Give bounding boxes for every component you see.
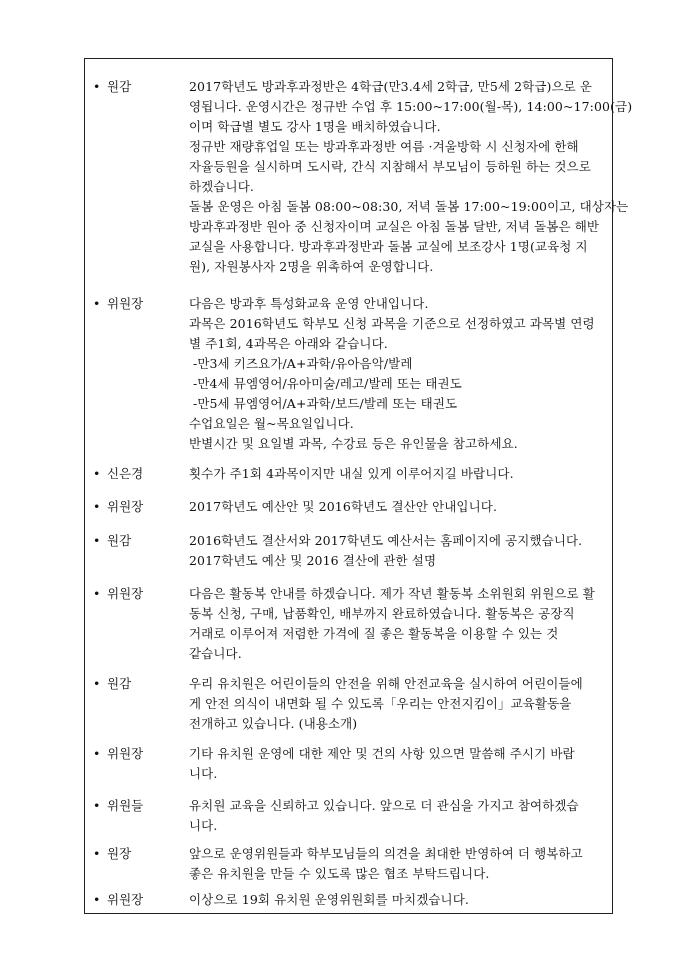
text-line: 과목은 2016학년도 학부모 신청 과목을 기준으로 선정하였고 과목별 연령 bbox=[189, 316, 595, 331]
speaker-label: • 위원장 bbox=[93, 892, 144, 907]
text-line: 2016학년도 결산서와 2017학년도 예산서는 홈페이지에 공지했습니다. bbox=[189, 533, 583, 548]
entry-text bbox=[189, 464, 598, 484]
text-line: 2017학년도 예산안 및 2016학년도 결산안 안내입니다. bbox=[189, 499, 498, 514]
speaker-label: • 위원장 bbox=[93, 499, 144, 514]
entry-text bbox=[189, 796, 598, 836]
text-line: 다음은 활동복 안내를 하겠습니다. 제가 작년 활동복 소위원회 위원으로 활 bbox=[189, 586, 595, 601]
entry-text bbox=[189, 294, 598, 454]
text-line: 반별시간 및 요일별 과목, 수강료 등은 유인물을 참고하세요. bbox=[189, 436, 518, 451]
text-line: 같습니다. bbox=[189, 646, 242, 661]
speaker-label: • 원감 bbox=[93, 676, 132, 691]
text-line: 니다. bbox=[189, 766, 218, 781]
text-line: 전개하고 있습니다. (내용소개) bbox=[189, 716, 358, 731]
text-line: 돌봄 운영은 아침 돌봄 08:00~08:30, 저녁 돌봄 17:00~19:00이고, 대상자는 bbox=[189, 199, 629, 214]
text-line: -만3세 키즈요가/A+과학/유아음악/발레 bbox=[193, 356, 413, 371]
text-line: 앞으로 운영위원들과 학부모님들의 의견을 최대한 반영하여 더 행복하고 bbox=[189, 846, 583, 861]
entry-text bbox=[189, 890, 598, 910]
text-line: 게 안전 의식이 내면화 될 수 있도록「우리는 안전지킴이」교육활동을 bbox=[189, 696, 572, 711]
entry-text bbox=[189, 584, 598, 664]
text-line: 좋은 유치원을 만들 수 있도록 많은 협조 부탁드립니다. bbox=[189, 866, 490, 881]
entry-text bbox=[189, 497, 598, 517]
text-line: 방과후과정반 원아 중 신청자이며 교실은 아침 돌봄 달반, 저녁 돌봄은 해반 bbox=[189, 219, 600, 234]
speaker-label: • 신은경 bbox=[93, 466, 144, 481]
text-line: 영됩니다. 운영시간은 정규반 수업 후 15:00~17:00(월-목), 14:00~17:00(금) bbox=[189, 99, 633, 114]
text-line: 2017학년도 방과후과정반은 4학급(만3.4세 2학급, 만5세 2학급)으로 운 bbox=[189, 79, 593, 94]
text-line: 이며 학급별 별도 강사 1명을 배치하였습니다. bbox=[189, 119, 441, 134]
speaker-label: • 위원장 bbox=[93, 746, 144, 761]
text-line: 니다. bbox=[189, 818, 218, 833]
text-line: 자율등원을 실시하며 도시락, 간식 지참해서 부모님이 등하원 하는 것으로 bbox=[189, 159, 591, 174]
text-line: 횟수가 주1회 4과목이지만 내실 있게 이루어지길 바랍니다. bbox=[189, 466, 514, 481]
text-line: 유치원 교육을 신뢰하고 있습니다. 앞으로 더 관심을 가지고 참여하겠습 bbox=[189, 798, 579, 813]
entry-text bbox=[189, 531, 598, 571]
text-line: -만5세 뮤엠영어/A+과학/보드/발레 또는 태권도 bbox=[193, 396, 458, 411]
text-line: 2017학년도 예산 및 2016 결산에 관한 설명 bbox=[189, 553, 437, 568]
text-line: 기타 유치원 운영에 대한 제안 및 건의 사항 있으면 말씀해 주시기 바랍 bbox=[189, 746, 575, 761]
text-line: 우리 유치원은 어린이들의 안전을 위해 안전교육을 실시하여 어린이들에 bbox=[189, 676, 583, 691]
entry-text bbox=[189, 77, 633, 277]
text-line: 별 주1회, 4과목은 아래와 같습니다. bbox=[189, 336, 388, 351]
speaker-label: • 원감 bbox=[93, 533, 132, 548]
text-line: 거래로 이루어져 저렴한 가격에 질 좋은 활동복을 이용할 수 있는 것 bbox=[189, 626, 559, 641]
text-line: 수업요일은 월~목요일입니다. bbox=[189, 416, 354, 431]
text-line: -만4세 뮤엠영어/유아미술/레고/발레 또는 태권도 bbox=[193, 376, 462, 391]
text-line: 원), 자원봉사자 2명을 위촉하여 운영합니다. bbox=[189, 259, 434, 274]
text-line: 동복 신청, 구매, 납품확인, 배부까지 완료하였습니다. 활동복은 공장직 bbox=[189, 606, 575, 621]
text-line: 하겠습니다. bbox=[189, 179, 254, 194]
text-line: 다음은 방과후 특성화교육 운영 안내입니다. bbox=[189, 296, 429, 311]
speaker-label: • 원감 bbox=[93, 79, 132, 94]
entry-text bbox=[189, 844, 598, 884]
speaker-label: • 위원장 bbox=[93, 296, 144, 311]
text-line: 이상으로 19회 유치원 운영위원회를 마치겠습니다. bbox=[189, 892, 469, 907]
speaker-label: • 위원들 bbox=[93, 798, 144, 813]
entry-text bbox=[189, 674, 598, 734]
speaker-label: • 원장 bbox=[93, 846, 132, 861]
entry-text bbox=[189, 744, 598, 784]
minutes-table bbox=[84, 58, 633, 914]
text-line: 교실을 사용합니다. 방과후과정반과 돌봄 교실에 보조강사 1명(교육청 지 bbox=[189, 239, 588, 254]
text-line: 정규반 재량휴업일 또는 방과후과정반 여름 ·겨울방학 시 신청자에 한해 bbox=[189, 139, 579, 154]
speaker-label: • 위원장 bbox=[93, 586, 144, 601]
